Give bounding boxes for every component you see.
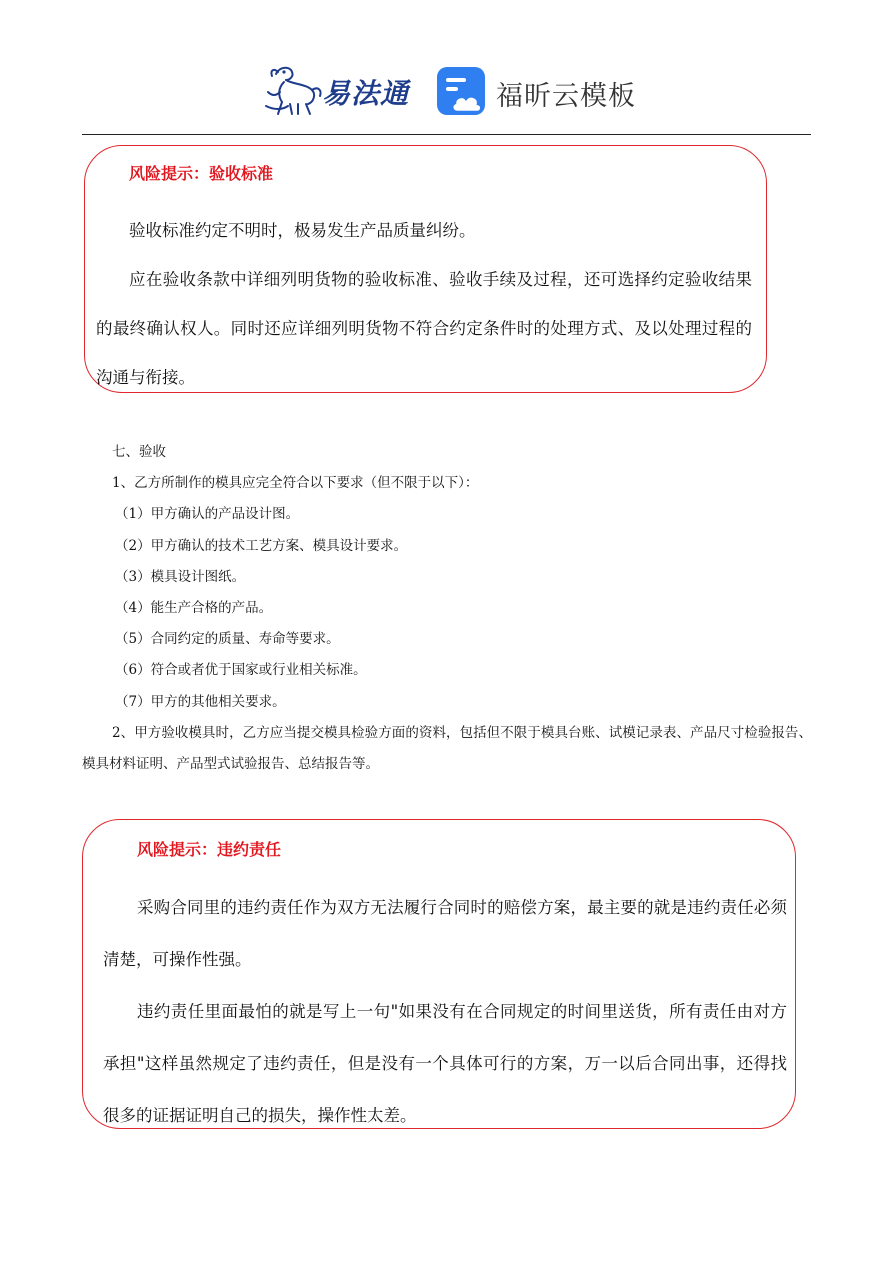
requirement-item: （5）合同约定的质量、寿命等要求。 <box>115 631 340 648</box>
fuxin-wordmark: 福昕云模板 <box>496 81 636 112</box>
yifatong-logo <box>262 62 414 118</box>
clause-paragraph: 2、甲方验收模具时，乙方应当提交模具检验方面的资料，包括但不限于模具台账、试模记录表、产品尺寸检验报告、模具材料证明、产品型式试验报告、总结报告等。 <box>82 724 812 772</box>
risk-tip-breach-liability <box>82 819 796 1129</box>
contract-clause-acceptance <box>82 437 812 780</box>
yifatong-wordmark: 易法通 <box>322 77 410 110</box>
risk-tip-title: 风险提示：验收标准 <box>129 164 274 183</box>
cloud-document-icon <box>436 66 490 118</box>
header-divider <box>82 134 811 135</box>
risk-tip-paragraph: 验收标准约定不明时，极易发生产品质量纠纷。 <box>129 221 476 240</box>
risk-tip-paragraph: 违约责任里面最怕的就是写上一句"如果没有在合同规定的时间里送货，所有责任由对方承担"这样虽然规定了违约责任，但是没有一个具体可行的方案，万一以后合同出事，还得找很多的证据证明自己的损失，操作性太差。 <box>103 1002 787 1125</box>
requirement-item: （2）甲方确认的技术工艺方案、模具设计要求。 <box>115 537 408 554</box>
risk-tip-acceptance-standard <box>84 145 767 393</box>
page-header <box>0 0 893 136</box>
requirement-item: （3）模具设计图纸。 <box>115 568 246 585</box>
risk-tip-paragraph: 采购合同里的违约责任作为双方无法履行合同时的赔偿方案，最主要的就是违约责任必须清楚，可操作性强。 <box>103 898 787 969</box>
requirement-intro: 1、乙方所制作的模具应完全符合以下要求（但不限于以下）： <box>112 475 479 492</box>
fuxin-logo <box>436 66 636 118</box>
requirement-item: （6）符合或者优于国家或行业相关标准。 <box>115 662 367 679</box>
risk-tip-paragraph: 应在验收条款中详细列明货物的验收标准、验收手续及过程，还可选择约定验收结果的最终确认权人。同时还应详细列明货物不符合约定条件时的处理方式、及以处理过程的沟通与衔接。 <box>96 270 752 387</box>
risk-tip-body <box>96 206 752 402</box>
requirement-item: （7）甲方的其他相关要求。 <box>115 693 286 710</box>
risk-tip-title: 风险提示：违约责任 <box>137 840 282 859</box>
risk-tip-body <box>103 882 787 1142</box>
section-title: 七、验收 <box>112 444 166 460</box>
requirement-item: （1）甲方确认的产品设计图。 <box>115 506 300 523</box>
requirement-item: （4）能生产合格的产品。 <box>115 599 273 616</box>
qilin-emblem-icon <box>262 62 324 118</box>
